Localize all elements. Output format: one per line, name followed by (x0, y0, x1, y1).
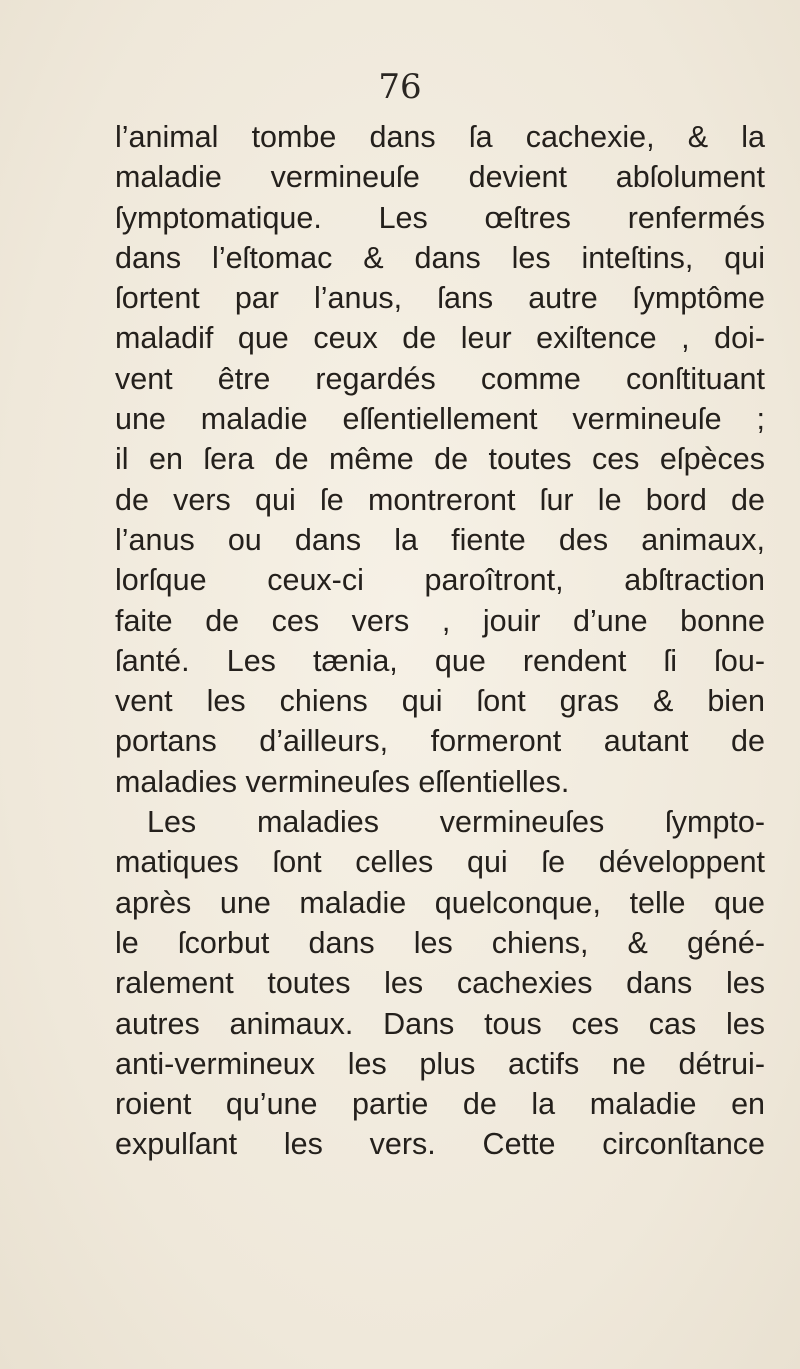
text-line: une maladie eſſentiellement vermineuſe ; (115, 402, 765, 437)
page-number: 76 (378, 67, 422, 107)
paragraph-start-line: Les maladies vermineuſes ſympto- (147, 805, 765, 840)
text-line: de vers qui ſe montreront ſur le bord de (115, 482, 765, 517)
text-line: vent les chiens qui ſont gras & bien (115, 684, 765, 719)
body-text (115, 117, 765, 1165)
text-line: vent être regardés comme conſtituant (115, 361, 765, 396)
text-line: roient qu’une partie de la maladie en (115, 1087, 765, 1122)
text-line: l’anus ou dans la fiente des animaux, (115, 522, 765, 557)
paragraph-end-line: maladies vermineuſes eſſentielles. (115, 764, 570, 799)
text-line: dans l’eſtomac & dans les inteſtins, qui (115, 240, 765, 275)
text-line: lorſque ceux-ci paroîtront, abſtraction (115, 563, 765, 598)
text-line: l’animal tombe dans ſa cachexie, & la (115, 120, 765, 154)
text-line: expulſant les vers. Cette circonſtance (115, 1127, 765, 1162)
text-line: portans d’ailleurs, formeront autant de (115, 724, 765, 759)
text-line: maladie vermineuſe devient abſolument (115, 160, 765, 195)
text-line: maladif que ceux de leur exiſtence , doi- (115, 321, 765, 356)
text-line: faite de ces vers , jouir d’une bonne (115, 603, 765, 638)
text-line: matiques ſont celles qui ſe développent (115, 845, 765, 880)
text-line: après une maladie quelconque, telle que (115, 885, 765, 920)
text-line: ralement toutes les cachexies dans les (115, 966, 765, 1001)
text-line: ſanté. Les tænia, que rendent ſi ſou- (115, 643, 765, 678)
text-line: ſortent par l’anus, ſans autre ſymptôme (115, 281, 765, 316)
text-line: autres animaux. Dans tous ces cas les (115, 1006, 765, 1041)
text-line: ſymptomatique. Les œſtres renfermés (115, 200, 765, 235)
text-line: anti-vermineux les plus actifs ne détrui- (115, 1046, 765, 1081)
text-line: il en ſera de même de toutes ces eſpèces (115, 442, 765, 477)
text-line: le ſcorbut dans les chiens, & géné- (115, 925, 765, 960)
